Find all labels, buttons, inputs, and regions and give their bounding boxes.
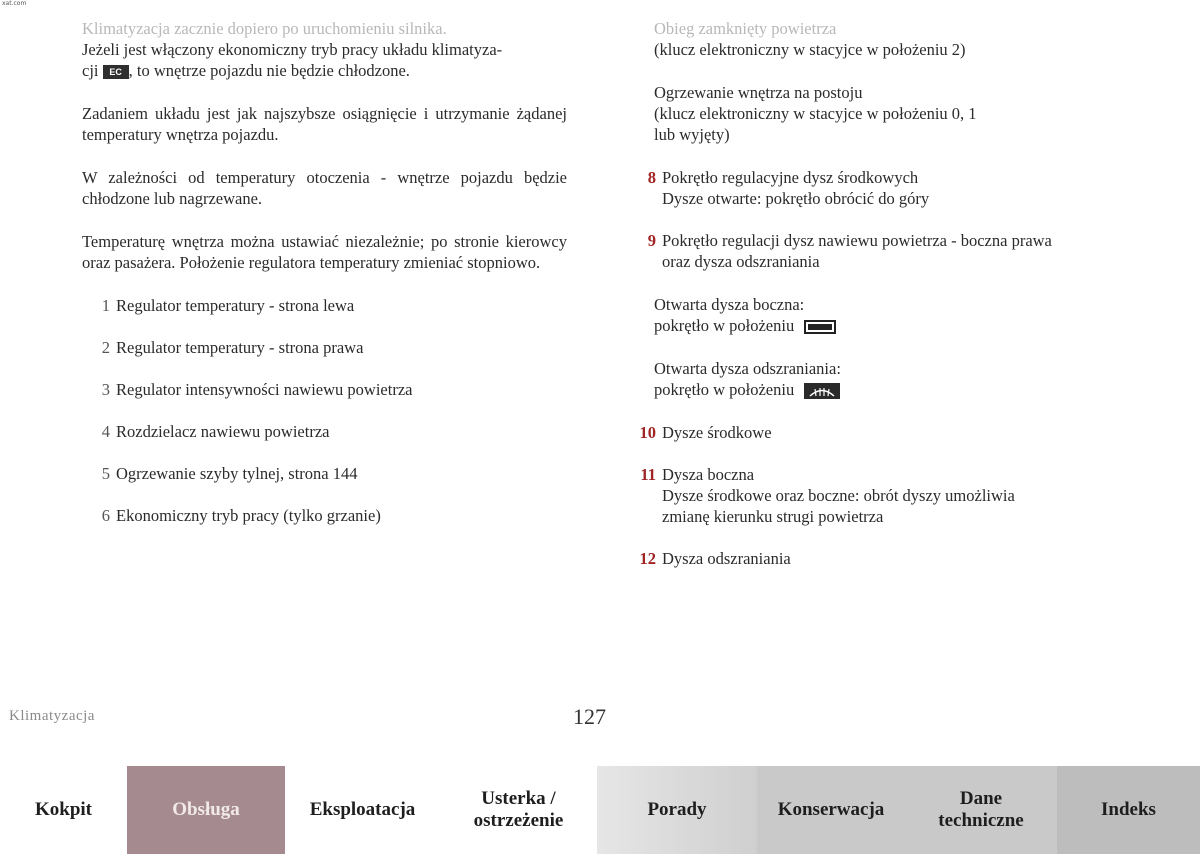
right-column [622, 18, 1142, 590]
item-number: 1 [101, 296, 110, 315]
text-line: Pokrętło regulacji dysz nawiewu powietrza - boczna prawa [662, 231, 1052, 250]
defrost-open-note [654, 358, 1142, 400]
item-number: 11 [640, 465, 656, 484]
text-line: pokrętło w położeniu [654, 316, 795, 335]
list-item-11 [622, 464, 1142, 527]
text-line: pokrętło w położeniu [654, 380, 795, 399]
item-text: Ekonomiczny tryb pracy (tylko grzanie) [116, 506, 381, 525]
paragraph-purpose: Zadaniem układu jest jak najszybsze osiągnięcie i utrzymanie żądanej temperatury wnętrza pojazdu. [82, 104, 567, 144]
tab-dane-techniczne[interactable]: Dane techniczne [905, 766, 1057, 854]
defrost-icon [804, 383, 840, 399]
text-line: Dysze otwarte: pokrętło obrócić do góry [662, 189, 930, 208]
paragraph-heating-cooling: W zależności od temperatury otoczenia - wnętrze pojazdu będzie chłodzone lub nagrzewane. [82, 168, 567, 208]
tab-porady[interactable]: Porady [597, 766, 757, 854]
tab-kokpit[interactable]: Kokpit [34, 799, 93, 820]
item-text: Dysza odszraniania [662, 549, 791, 568]
recirculation-note [654, 18, 1142, 60]
item-number: 8 [647, 168, 656, 187]
list-item-10 [622, 422, 1142, 443]
tab-indeks[interactable]: Indeks [1057, 766, 1200, 854]
paragraph-economy-mode [82, 18, 567, 81]
text-line: (klucz elektroniczny w stacyjce w położeniu 2) [654, 40, 966, 59]
item-number: 5 [101, 464, 110, 483]
side-vent-open-note [654, 294, 1142, 336]
text-line: Pokrętło regulacyjne dysz środkowych [662, 168, 919, 187]
corner-watermark: xat.com [2, 0, 27, 7]
text-line: oraz dysza odszraniania [662, 252, 820, 271]
tab-eksploatacja[interactable]: Eksploatacja [309, 799, 416, 820]
item-text: Regulator temperatury - strona prawa [116, 338, 364, 357]
item-text [662, 464, 1015, 527]
item-text [662, 230, 1052, 272]
text-line: Otwarta dysza boczna: [654, 295, 805, 314]
text-line: Jeżeli jest włączony ekonomiczny tryb pracy układu klimatyza- [82, 40, 503, 59]
left-column [82, 18, 567, 547]
list-item [82, 505, 567, 526]
item-text: Regulator temperatury - strona lewa [116, 296, 355, 315]
controls-list [82, 295, 567, 526]
list-item [82, 463, 567, 484]
list-item [82, 337, 567, 358]
chapter-navigation [0, 766, 1200, 854]
item-number: 9 [647, 231, 656, 250]
faded-line: Obieg zamknięty powietrza [654, 19, 837, 38]
ec-icon: EC [103, 65, 129, 79]
item-number: 2 [101, 338, 110, 357]
list-item-9 [622, 230, 1142, 272]
item-text: Dysze środkowe [662, 423, 772, 442]
text-line: Ogrzewanie wnętrza na postoju [654, 83, 863, 102]
list-item-12 [622, 548, 1142, 569]
item-number: 3 [101, 380, 110, 399]
text-line: Dysza boczna [662, 465, 755, 484]
item-number: 4 [101, 422, 110, 441]
text-line: cji [82, 61, 99, 80]
list-item [82, 421, 567, 442]
page-number: 127 [573, 704, 606, 729]
text-line: Dysze środkowe oraz boczne: obrót dyszy umożliwia [662, 486, 1015, 505]
list-item [82, 295, 567, 316]
side-vent-icon [804, 320, 836, 334]
paragraph-temperature-setting: Temperaturę wnętrza można ustawiać niezależnie; po stronie kierowcy oraz pasażera. Położenie regulatora temperatury zmieniać stopniowo. [82, 232, 567, 272]
list-item [82, 379, 567, 400]
item-number: 10 [639, 423, 656, 442]
item-number: 6 [101, 506, 110, 525]
text-line: Otwarta dysza odszraniania: [654, 359, 841, 378]
tab-usterka-ostrzezenie[interactable]: Usterka / ostrzeżenie [473, 788, 564, 831]
item-number: 12 [639, 549, 656, 568]
section-name: Klimatyzacja [9, 708, 95, 724]
item-text [662, 167, 929, 209]
item-text: Ogrzewanie szyby tylnej, strona 144 [116, 464, 358, 483]
list-item-8 [622, 167, 1142, 209]
item-text: Regulator intensywności nawiewu powietrza [116, 380, 413, 399]
text-line: zmianę kierunku strugi powietrza [662, 507, 884, 526]
faded-line: Klimatyzacja zacznie dopiero po uruchomieniu silnika. [82, 19, 447, 38]
parking-heater-note [654, 82, 1142, 145]
text-line: , to wnętrze pojazdu nie będzie chłodzone. [128, 61, 410, 80]
text-line: (klucz elektroniczny w stacyjce w położeniu 0, 1 [654, 104, 977, 123]
tab-obsluga[interactable]: Obsługa [127, 766, 285, 854]
item-text: Rozdzielacz nawiewu powietrza [116, 422, 330, 441]
text-line: lub wyjęty) [654, 125, 730, 144]
tab-konserwacja[interactable]: Konserwacja [757, 766, 905, 854]
